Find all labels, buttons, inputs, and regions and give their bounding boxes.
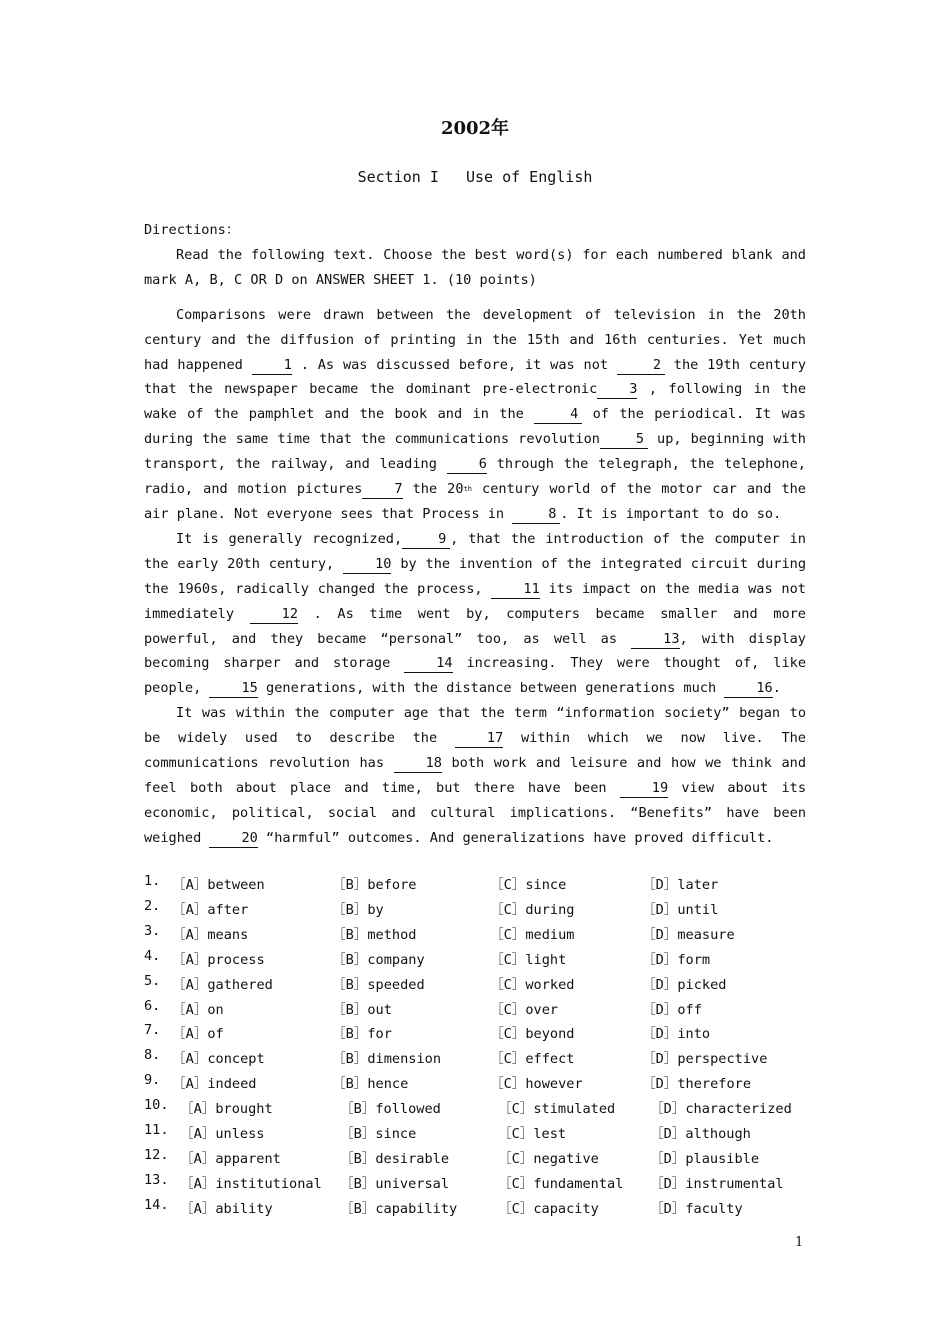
option-a: ［A］brought	[180, 1101, 273, 1118]
option-c: ［C］fundamental	[498, 1175, 624, 1192]
question-number: 7.	[144, 1022, 161, 1039]
passage-paragraph-2	[144, 527, 806, 701]
option-b: ［B］desirable	[340, 1150, 450, 1167]
question-number: 5.	[144, 972, 161, 989]
option-c: ［C］however	[490, 1076, 583, 1093]
blank-12: 12	[250, 605, 298, 624]
option-d: ［D］faculty	[650, 1200, 743, 1217]
blank-13: 13	[631, 630, 679, 649]
passage-text: . As time went by, computers became smaller and more powerful, and they became “personal” too, as well as	[144, 605, 806, 647]
option-b: ［B］speeded	[332, 976, 425, 993]
directions-label: Directions：	[144, 222, 240, 238]
option-b: ［B］capability	[340, 1200, 458, 1217]
option-c: ［C］negative	[498, 1150, 599, 1167]
option-a: ［A］process	[172, 951, 265, 968]
passage-text: increasing. They were thought of, like people,	[144, 655, 806, 697]
passage-text: up, beginning with transport, the railway, and leading	[144, 431, 806, 473]
option-d: ［D］plausible	[650, 1150, 760, 1167]
blank-1: 1	[252, 356, 292, 375]
blank-17: 17	[455, 729, 503, 748]
question-number: 9.	[144, 1072, 161, 1089]
passage-text: view about its economic, political, social and cultural implications. “Benefits” have been weighed	[144, 779, 806, 846]
passage-text: its impact on the media was not immediately	[144, 580, 806, 622]
option-a: ［A］concept	[172, 1051, 265, 1068]
option-d: ［D］measure	[642, 926, 735, 943]
passage-text: by the invention of the integrated circuit during the 1960s, radically changed the process,	[144, 555, 806, 597]
option-d: ［D］form	[642, 951, 711, 968]
question-number: 3.	[144, 922, 161, 939]
blank-16: 16	[724, 679, 772, 698]
option-a: ［A］on	[172, 1001, 224, 1018]
passage-text: century world of the motor car and the air plane. Not everyone sees that Process in	[144, 481, 806, 522]
option-c: ［C］effect	[490, 1051, 575, 1068]
option-c: ［C］beyond	[490, 1026, 575, 1043]
question-number: 4.	[144, 947, 161, 964]
passage-text: It is generally recognized,	[176, 530, 403, 547]
option-c: ［C］capacity	[498, 1200, 599, 1217]
passage-text: It was within the computer age that the term “information society” began to be widely used to describe the	[144, 705, 806, 747]
option-a: ［A］after	[172, 901, 249, 918]
passage-text: of the periodical. It was during the same time that the communications revolution	[144, 406, 806, 448]
passage-text: the 20	[402, 481, 464, 498]
blank-10: 10	[343, 555, 391, 574]
passage-text: within which we now live. The communications revolution has	[144, 730, 806, 772]
passage-text: Comparisons were drawn between the development of television in the 20th century and the diffusion of printing in the 15th and 16th centuries. Yet much had happened	[144, 306, 806, 373]
option-c: ［C］over	[490, 1001, 559, 1018]
option-b: ［B］followed	[340, 1101, 441, 1118]
passage-text: generations, with the distance between generations much	[257, 680, 725, 697]
passage-text: “harmful” outcomes. And generalizations have proved difficult.	[257, 829, 774, 846]
option-b: ［B］method	[332, 926, 417, 943]
option-b: ［B］company	[332, 951, 425, 968]
option-c: ［C］light	[490, 951, 567, 968]
option-b: ［B］by	[332, 901, 384, 918]
option-b: ［B］out	[332, 1001, 392, 1018]
passage-text: .	[772, 680, 781, 697]
option-a: ［A］apparent	[180, 1150, 281, 1167]
option-b: ［B］since	[340, 1126, 417, 1142]
option-d: ［D］into	[642, 1026, 711, 1043]
option-b: ［B］dimension	[332, 1051, 442, 1068]
blank-5: 5	[600, 430, 648, 449]
option-d: ［D］therefore	[642, 1076, 752, 1093]
blank-18: 18	[394, 754, 442, 773]
superscript: th	[463, 485, 472, 494]
option-a: ［A］between	[172, 877, 265, 893]
blank-2: 2	[617, 356, 665, 375]
option-c: ［C］lest	[498, 1126, 567, 1142]
blank-6: 6	[447, 455, 487, 474]
passage-text: . It is important to do so.	[560, 505, 782, 522]
option-d: ［D］picked	[642, 976, 727, 993]
question-number: 6.	[144, 997, 161, 1014]
blank-7: 7	[362, 480, 402, 499]
passage-text: , that the introduction of the computer in the early 20th century,	[144, 530, 806, 572]
passage-paragraph-1	[144, 303, 806, 527]
blank-4: 4	[534, 405, 582, 424]
option-a: ［A］unless	[180, 1126, 265, 1142]
option-c: ［C］medium	[490, 926, 575, 943]
option-d: ［D］instrumental	[650, 1175, 784, 1192]
section-heading: Section I Use of English	[357, 168, 593, 186]
option-d: ［D］until	[642, 901, 719, 918]
option-c: ［C］worked	[490, 976, 575, 993]
option-d: ［D］later	[642, 877, 719, 893]
question-number: 12.	[144, 1146, 169, 1163]
question-number: 10.	[144, 1097, 169, 1114]
option-a: ［A］ability	[180, 1200, 273, 1217]
blank-20: 20	[209, 829, 257, 848]
option-b: ［B］universal	[340, 1175, 450, 1192]
blank-9: 9	[402, 530, 450, 549]
passage-paragraph-3	[144, 701, 806, 850]
blank-3: 3	[597, 380, 637, 399]
question-number: 11.	[144, 1122, 169, 1138]
question-number: 8.	[144, 1047, 161, 1064]
option-a: ［A］means	[172, 926, 249, 943]
passage-text: through the telegraph, the telephone, radio, and motion pictures	[144, 456, 806, 498]
passage-text: . As was discussed before, it was not	[291, 356, 617, 373]
question-number: 14.	[144, 1196, 169, 1213]
directions-text: Read the following text. Choose the best word(s) for each numbered blank and mark A, B, C OR D on ANSWER SHEET 1. (10 points)	[144, 246, 806, 288]
question-number: 13.	[144, 1171, 169, 1188]
option-d: ［D］perspective	[642, 1051, 768, 1068]
option-a: ［A］gathered	[172, 976, 273, 993]
option-c: ［C］since	[490, 877, 567, 893]
option-b: ［B］for	[332, 1026, 392, 1043]
page-number: 1	[795, 1235, 804, 1250]
document-body	[144, 218, 806, 851]
question-number: 1.	[144, 873, 161, 889]
blank-14: 14	[404, 654, 452, 673]
page-title: 2002年	[440, 118, 510, 139]
passage-text: , with display becoming sharper and storage	[144, 630, 806, 672]
option-d: ［D］off	[642, 1001, 702, 1018]
blank-19: 19	[620, 779, 668, 798]
option-c: ［C］stimulated	[498, 1101, 616, 1118]
option-d: ［D］although	[650, 1126, 751, 1142]
option-d: ［D］characterized	[650, 1101, 792, 1118]
option-a: ［A］institutional	[180, 1175, 322, 1192]
blank-15: 15	[209, 679, 257, 698]
blank-8: 8	[512, 505, 560, 524]
spacer	[144, 293, 806, 303]
option-a: ［A］of	[172, 1026, 224, 1043]
passage-text: the 19th century that the newspaper became the dominant pre-electronic	[144, 356, 806, 398]
option-a: ［A］indeed	[172, 1076, 257, 1093]
question-number: 2.	[144, 897, 161, 914]
passage-text: , following in the wake of the pamphlet and the book and in the	[144, 381, 807, 423]
blank-11: 11	[491, 580, 539, 599]
option-b: ［B］hence	[332, 1076, 409, 1093]
option-c: ［C］during	[490, 901, 575, 918]
passage-text: both work and leisure and how we think and feel both about place and time, but there have been	[144, 755, 806, 796]
option-b: ［B］before	[332, 877, 417, 893]
